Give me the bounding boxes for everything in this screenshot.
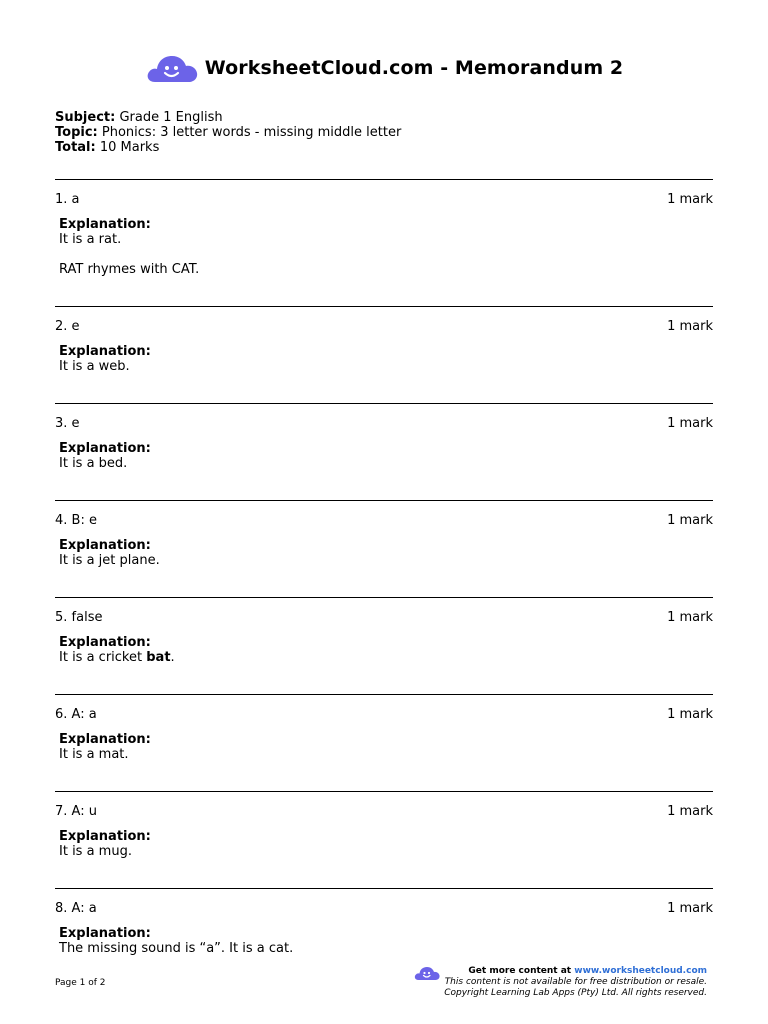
question-8	[55, 901, 713, 956]
explanation-label: Explanation:	[59, 344, 151, 359]
emphasized-word: bat	[146, 650, 171, 665]
footer-cta: Get more content at	[468, 966, 575, 976]
divider	[55, 500, 713, 501]
question-answer: 6. A: a	[55, 707, 97, 722]
footer-website-link[interactable]: www.worksheetcloud.com	[574, 966, 707, 976]
explanation-text: It is a jet plane.	[59, 553, 160, 568]
divider	[55, 888, 713, 889]
question-answer: 7. A: u	[55, 804, 97, 819]
footer-notice: This content is not available for free distribution or resale.	[444, 977, 707, 987]
question-5	[55, 610, 713, 665]
subject-row	[55, 110, 401, 125]
footer-branding	[413, 966, 707, 999]
explanation-label: Explanation:	[59, 829, 151, 844]
explanation-label: Explanation:	[59, 732, 151, 747]
question-3	[55, 416, 713, 471]
question-marks: 1 mark	[667, 192, 713, 207]
explanation-text: It is a bed.	[59, 456, 128, 471]
question-marks: 1 mark	[667, 804, 713, 819]
worksheetcloud-logo-icon	[413, 965, 441, 981]
explanation-text: It is a rat.	[59, 232, 122, 247]
page-number: Page 1 of 2	[55, 978, 106, 988]
explanation-text: It is a cricket bat.	[59, 650, 175, 665]
divider	[55, 306, 713, 307]
explanation-text: The missing sound is “a”. It is a cat.	[59, 941, 294, 956]
footer-copyright: Copyright Learning Lab Apps (Pty) Ltd. All rights reserved.	[444, 988, 707, 998]
question-marks: 1 mark	[667, 610, 713, 625]
question-2	[55, 319, 713, 374]
subject-label: Subject:	[55, 110, 116, 125]
topic-value: Phonics: 3 letter words - missing middle letter	[101, 125, 402, 140]
page-header	[0, 52, 768, 84]
question-6	[55, 707, 713, 762]
topic-row	[55, 125, 401, 140]
question-marks: 1 mark	[667, 901, 713, 916]
question-answer: 4. B: e	[55, 513, 97, 528]
question-4	[55, 513, 713, 568]
explanation-label: Explanation:	[59, 217, 151, 232]
divider	[55, 597, 713, 598]
question-marks: 1 mark	[667, 707, 713, 722]
divider	[55, 694, 713, 695]
divider	[55, 403, 713, 404]
question-answer: 8. A: a	[55, 901, 97, 916]
total-label: Total:	[55, 140, 96, 155]
question-1	[55, 192, 713, 277]
total-row	[55, 140, 401, 155]
question-answer: 1. a	[55, 192, 80, 207]
page-title: WorksheetCloud.com - Memorandum 2	[204, 57, 624, 79]
question-answer: 3. e	[55, 416, 80, 431]
question-marks: 1 mark	[667, 416, 713, 431]
worksheetcloud-logo-icon	[145, 52, 199, 84]
topic-label: Topic:	[55, 125, 98, 140]
question-7	[55, 804, 713, 859]
explanation-text: RAT rhymes with CAT.	[59, 262, 200, 277]
explanation-text: It is a web.	[59, 359, 130, 374]
question-marks: 1 mark	[667, 319, 713, 334]
divider	[55, 791, 713, 792]
explanation-label: Explanation:	[59, 635, 151, 650]
question-answer: 2. e	[55, 319, 80, 334]
explanation-text: It is a mug.	[59, 844, 132, 859]
explanation-text: It is a mat.	[59, 747, 129, 762]
divider	[55, 179, 713, 180]
explanation-label: Explanation:	[59, 538, 151, 553]
explanation-label: Explanation:	[59, 441, 151, 456]
question-marks: 1 mark	[667, 513, 713, 528]
worksheet-meta	[55, 110, 401, 155]
total-value: 10 Marks	[99, 140, 160, 155]
subject-value: Grade 1 English	[119, 110, 223, 125]
explanation-label: Explanation:	[59, 926, 151, 941]
question-answer: 5. false	[55, 610, 103, 625]
